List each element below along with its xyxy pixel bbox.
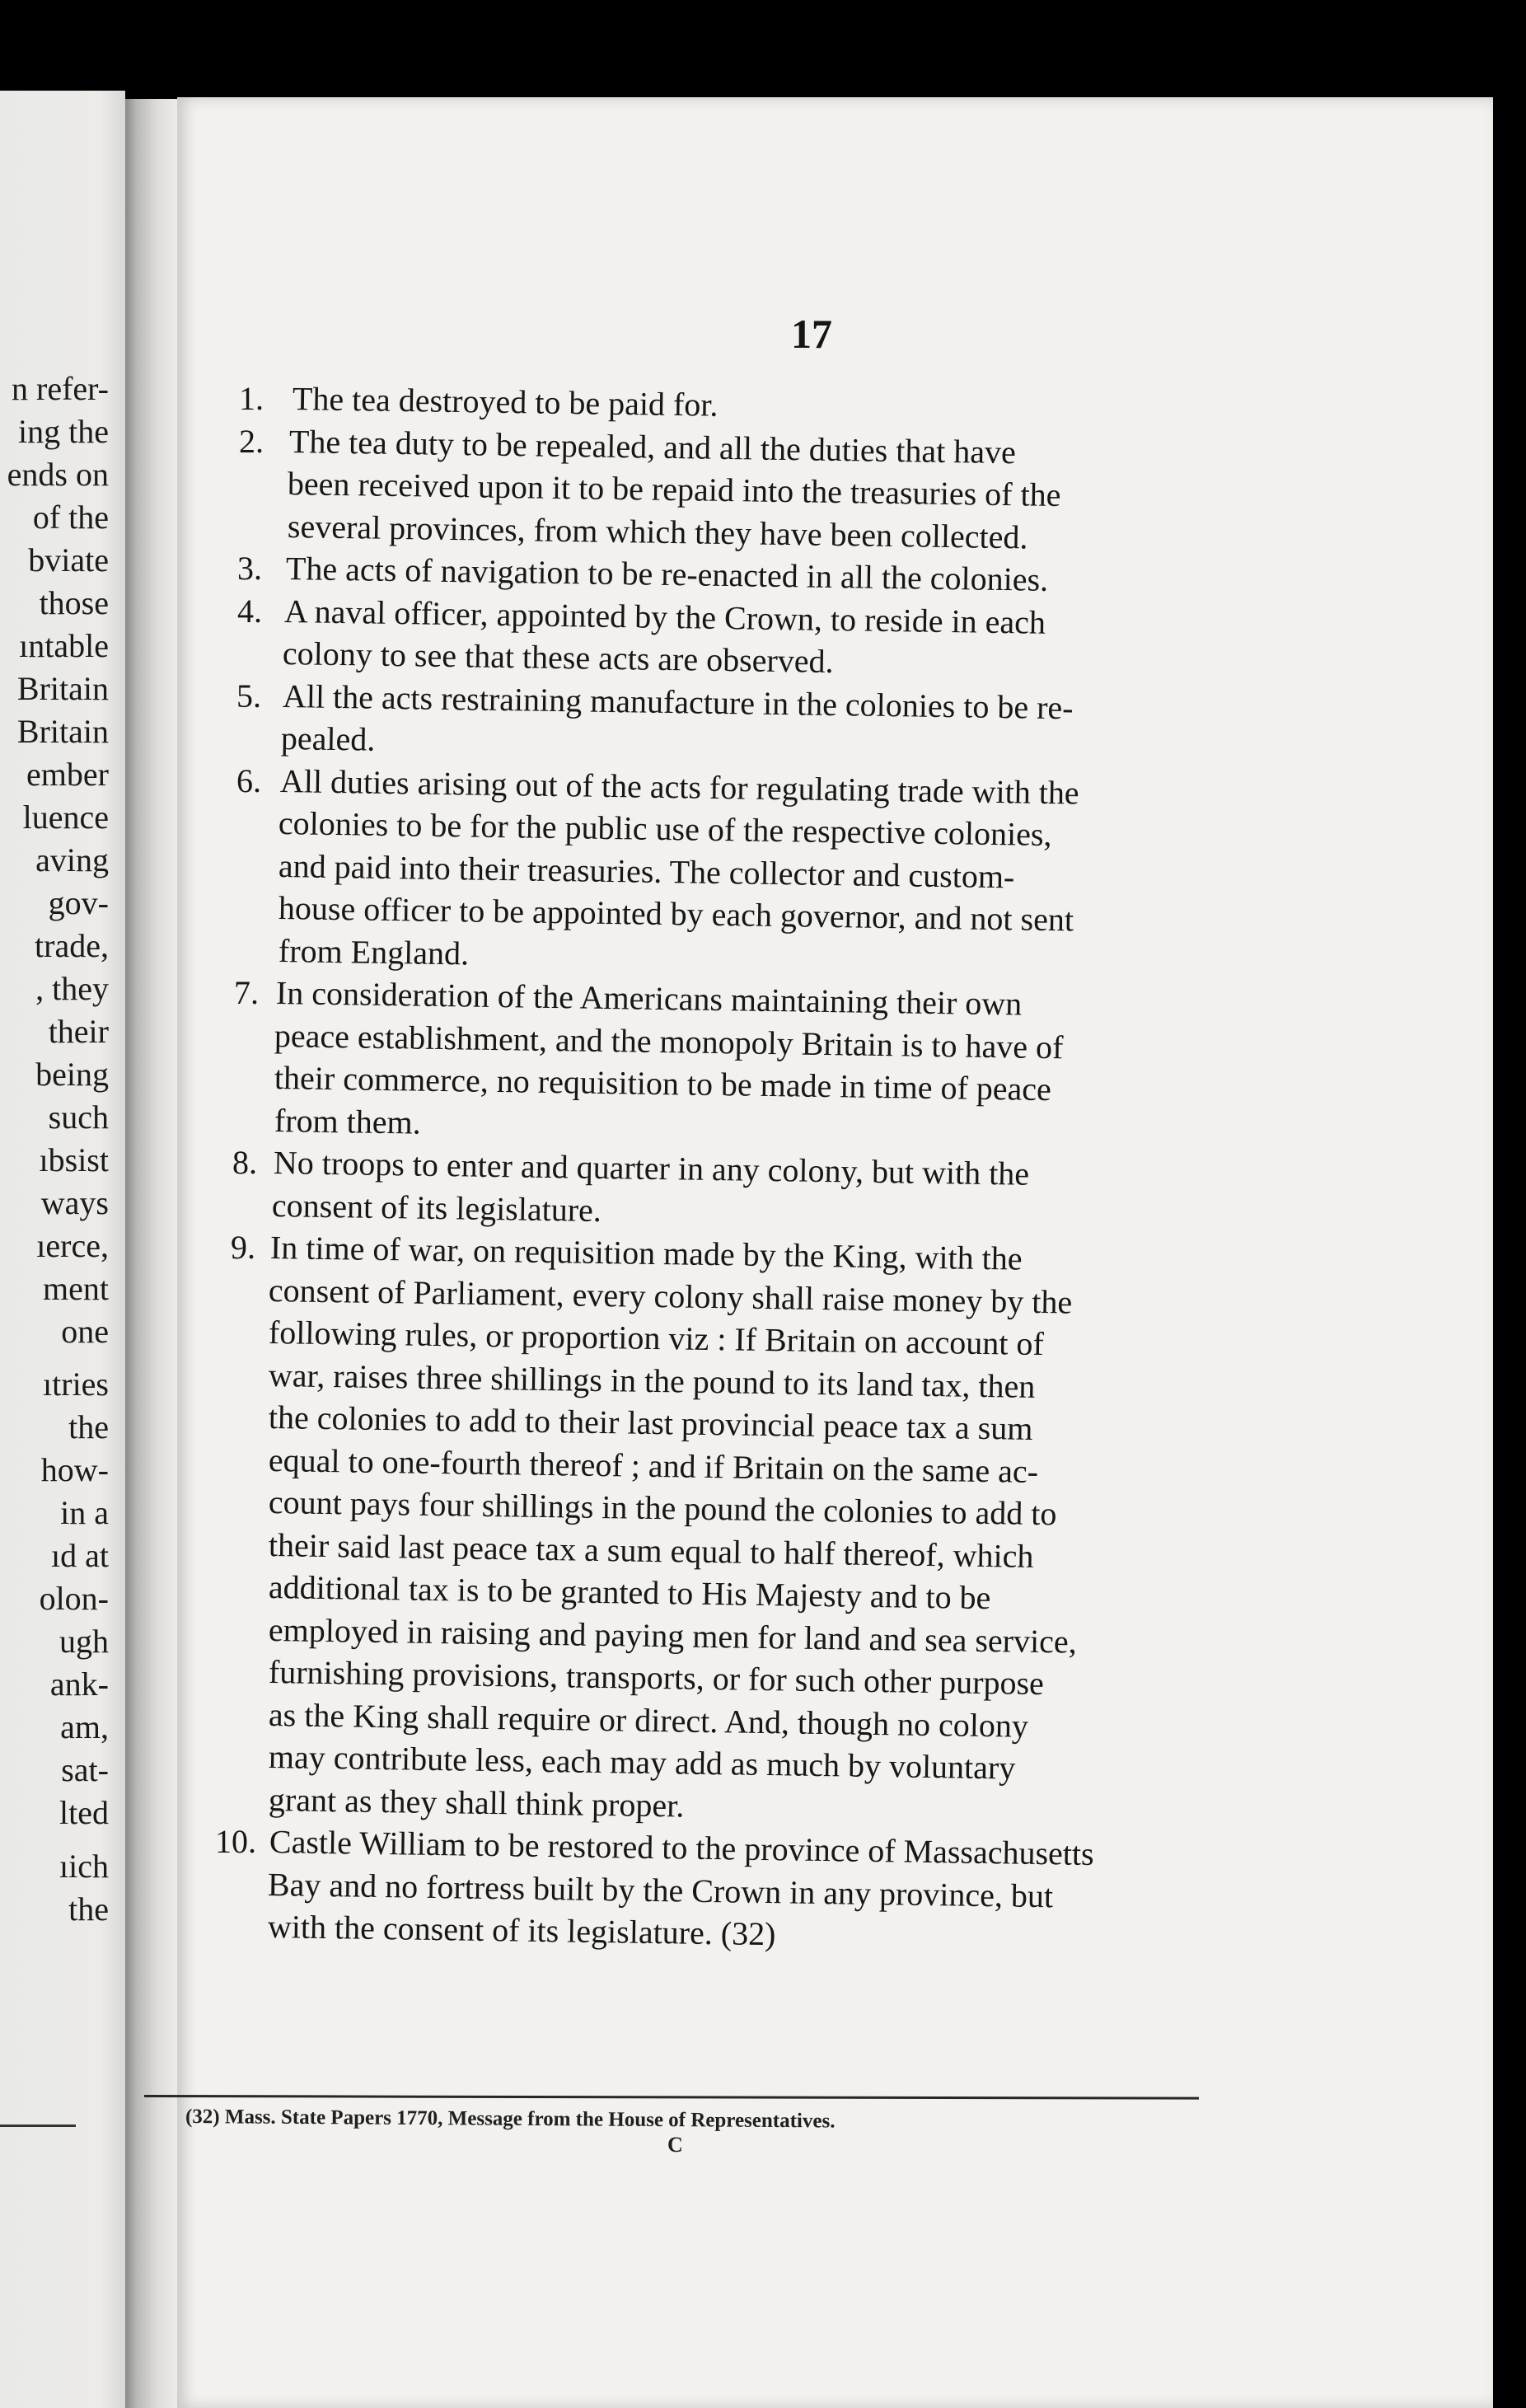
list-item-line: from them. (274, 1101, 422, 1141)
list-item-line: The acts of navigation to be re-enacted in all the colonies. (285, 550, 1049, 598)
list-item-line: The tea destroyed to be paid for. (292, 380, 719, 424)
previous-page-fragment: ıich (59, 1848, 109, 1885)
list-item-number: 8. (232, 1144, 257, 1181)
previous-page-fragment: ends on (7, 456, 109, 493)
list-item-line: peace establishment, and the monopoly Britain is to have of (274, 1016, 1064, 1066)
list-item-line: equal to one-fourth thereof ; and if Britain on the same ac- (268, 1441, 1039, 1490)
list-item-number: 6. (236, 761, 261, 799)
list-item-line: their said last peace tax a sum equal to half thereof, which (268, 1525, 1034, 1575)
previous-page-fragment: ank- (49, 1665, 109, 1703)
page-number: 17 (791, 311, 832, 357)
list-item-line: count pays four shillings in the pound the colonies to add to (268, 1483, 1057, 1533)
list-item-line: following rules, or proportion viz : If Britain on account of (268, 1314, 1045, 1363)
previous-page-fragment: Britain (16, 670, 109, 707)
previous-page-fragment: ıerce, (36, 1227, 109, 1264)
previous-page-fragment: ways (40, 1184, 109, 1221)
list-item-line: colony to see that these acts are observed. (282, 635, 834, 681)
list-item-number: 1. (239, 380, 264, 417)
list-item-number: 7. (234, 974, 259, 1011)
previous-page-fragment: trade, (35, 927, 109, 964)
list-item-number: 9. (231, 1229, 255, 1266)
list-item-line: grant as they shall think proper. (268, 1780, 685, 1825)
list-item-line: employed in raising and paying men for land and sea service, (268, 1610, 1078, 1661)
previous-page-fragment: am, (60, 1708, 109, 1745)
previous-page-fragment: ıd at (51, 1537, 109, 1574)
list-item-line: several provinces, from which they have been collected. (287, 507, 1028, 555)
list-item-number: 4. (237, 592, 262, 630)
previous-page-fragment: those (39, 584, 109, 621)
previous-page-fragment: Britain (16, 713, 109, 750)
list-item-line: All duties arising out of the acts for regulating trade with the (279, 761, 1079, 812)
list-item-line: and paid into their treasuries. The collector and custom- (278, 846, 1015, 895)
list-item-line: Bay and no fortress built by the Crown in any province, but (267, 1865, 1054, 1914)
previous-page-edge (0, 91, 125, 2408)
previous-page-fragment: ıntable (19, 627, 109, 664)
previous-page-fragment: the (68, 1408, 109, 1445)
previous-page-fragment: ember (26, 756, 109, 793)
list-item-line: with the consent of its legislature. (32) (267, 1908, 776, 1953)
footnote-rule (144, 2095, 1199, 2100)
list-item-line: All the acts restraining manufacture in the colonies to be re- (282, 677, 1074, 726)
previous-page-fragment: luence (22, 799, 109, 836)
previous-page-fragment: ment (43, 1270, 109, 1307)
previous-page-fragment: one (61, 1313, 109, 1350)
previous-page-fragment: n refer- (12, 370, 109, 407)
list-item-line: from England. (278, 931, 470, 972)
list-item-line: consent of its legislature. (271, 1186, 602, 1229)
previous-page-fragment: lted (59, 1794, 109, 1831)
list-item-line: their commerce, no requisition to be made in time of peace (274, 1059, 1052, 1108)
list-item-number: 2. (239, 422, 264, 460)
list-item-line: A naval officer, appointed by the Crown, to reside in each (283, 592, 1046, 641)
previous-page-fragment: ing the (18, 413, 109, 450)
previous-page-fragment: aving (35, 841, 109, 878)
list-item-number: 10. (215, 1823, 256, 1860)
previous-page-fragment: gov- (48, 884, 109, 921)
page (177, 97, 1493, 2408)
previous-page-fragment: how- (40, 1451, 109, 1488)
previous-page-fragment: sat- (61, 1751, 109, 1788)
list-item-line: been received upon it to be repaid into the treasuries of the (287, 465, 1061, 514)
signature-mark: C (667, 2133, 683, 2157)
list-item-line: pealed. (280, 719, 376, 758)
list-item-line: house officer to be appointed by each governor, and not sent (278, 889, 1074, 939)
previous-page-fragment: being (35, 1056, 109, 1093)
list-item-line: additional tax is to be granted to His Majesty and to be (268, 1568, 991, 1617)
previous-page-fragment: , they (35, 970, 109, 1007)
previous-page-fragment: of the (32, 499, 109, 536)
list-item-line: No troops to enter and quarter in any colony, but with the (273, 1144, 1030, 1192)
previous-page-fragment: the (68, 1890, 109, 1928)
list-item-line: colonies to be for the public use of the respective colonies, (278, 804, 1052, 854)
previous-page-fragment: olon- (39, 1580, 109, 1617)
previous-page-fragment: ıtries (43, 1366, 109, 1403)
previous-page-fragment: such (48, 1099, 109, 1136)
previous-page-fragment: in a (60, 1494, 109, 1531)
list-item-line: In consideration of the Americans maintaining their own (275, 974, 1023, 1023)
list-item-line: may contribute less, each may add as much by voluntary (268, 1738, 1016, 1787)
previous-page-fragment: ıbsist (39, 1141, 109, 1178)
list-item-line: In time of war, on requisition made by the King, with the (269, 1229, 1023, 1277)
list-item-line: consent of Parliament, every colony shall raise money by the (268, 1271, 1073, 1321)
list-item-line: the colonies to add to their last provincial peace tax a sum (268, 1398, 1033, 1447)
list-item-line: as the King shall require or direct. And, though no colony (268, 1695, 1029, 1745)
previous-page-fragment: ugh (59, 1623, 109, 1660)
previous-page-fragment: their (48, 1013, 109, 1050)
list-item-number: 5. (236, 677, 261, 714)
previous-page-footnote-rule (0, 2125, 76, 2127)
list-item-line: Castle William to be restored to the province of Massachusetts (269, 1823, 1094, 1873)
list-item-line: The tea duty to be repealed, and all the duties that have (288, 422, 1017, 471)
list-item-line: furnishing provisions, transports, or for such other purpose (268, 1653, 1045, 1703)
list-item-number: 3. (237, 550, 262, 587)
footnote: (32) Mass. State Papers 1770, Message from the House of Representatives. (185, 2106, 836, 2133)
list-item-line: war, raises three shillings in the pound to its land tax, then (268, 1356, 1036, 1405)
previous-page-fragment: bviate (28, 541, 109, 579)
